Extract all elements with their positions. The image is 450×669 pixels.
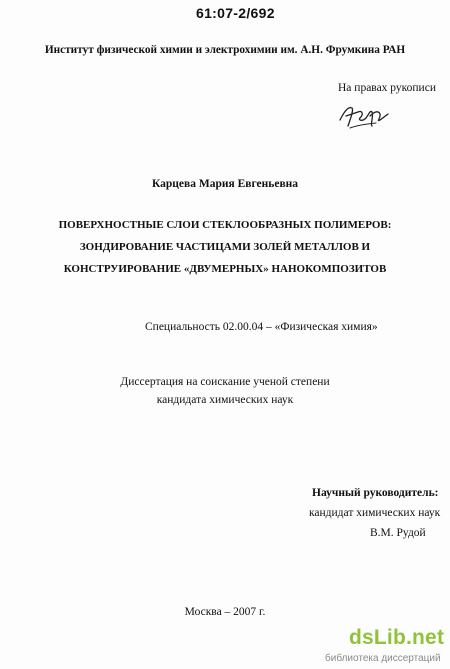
specialty: Специальность 02.00.04 – «Физическая химия»: [145, 321, 378, 333]
title-line: ЗОНДИРОВАНИЕ ЧАСТИЦАМИ ЗОЛЕЙ МЕТАЛЛОВ И: [79, 241, 371, 253]
advisor-name: В.М. Рудой: [370, 527, 426, 539]
advisor-degree: кандидат химических наук: [309, 507, 441, 519]
title-line: КОНСТРУИРОВАНИЕ «ДВУМЕРНЫХ» НАНОКОМПОЗИТОВ: [63, 263, 387, 275]
place-and-year: Москва – 2007 г.: [184, 606, 266, 618]
manuscript-rights-note: На правах рукописи: [338, 82, 436, 94]
dissertation-title: [0, 214, 450, 280]
degree-statement: [0, 373, 450, 409]
watermark-logo: dsLib.net: [349, 626, 445, 649]
advisor-heading: Научный руководитель:: [312, 487, 439, 499]
degree-line: кандидата химических наук: [156, 394, 294, 406]
call-number: 61:07-2/692: [196, 5, 275, 21]
institute-name: Институт физической химии и электрохимии им. А.Н. Фрумкина РАН: [44, 44, 406, 56]
handwritten-signature: [336, 98, 392, 134]
watermark-tagline: библиотека диссертаций: [325, 653, 441, 664]
degree-line: Диссертация на соискание ученой степени: [120, 376, 330, 388]
author-name: Карцева Мария Евгеньевна: [151, 178, 299, 190]
title-line: ПОВЕРХНОСТНЫЕ СЛОИ СТЕКЛООБРАЗНЫХ ПОЛИМЕРОВ:: [58, 219, 392, 231]
dslib-watermark[interactable]: [305, 626, 450, 669]
